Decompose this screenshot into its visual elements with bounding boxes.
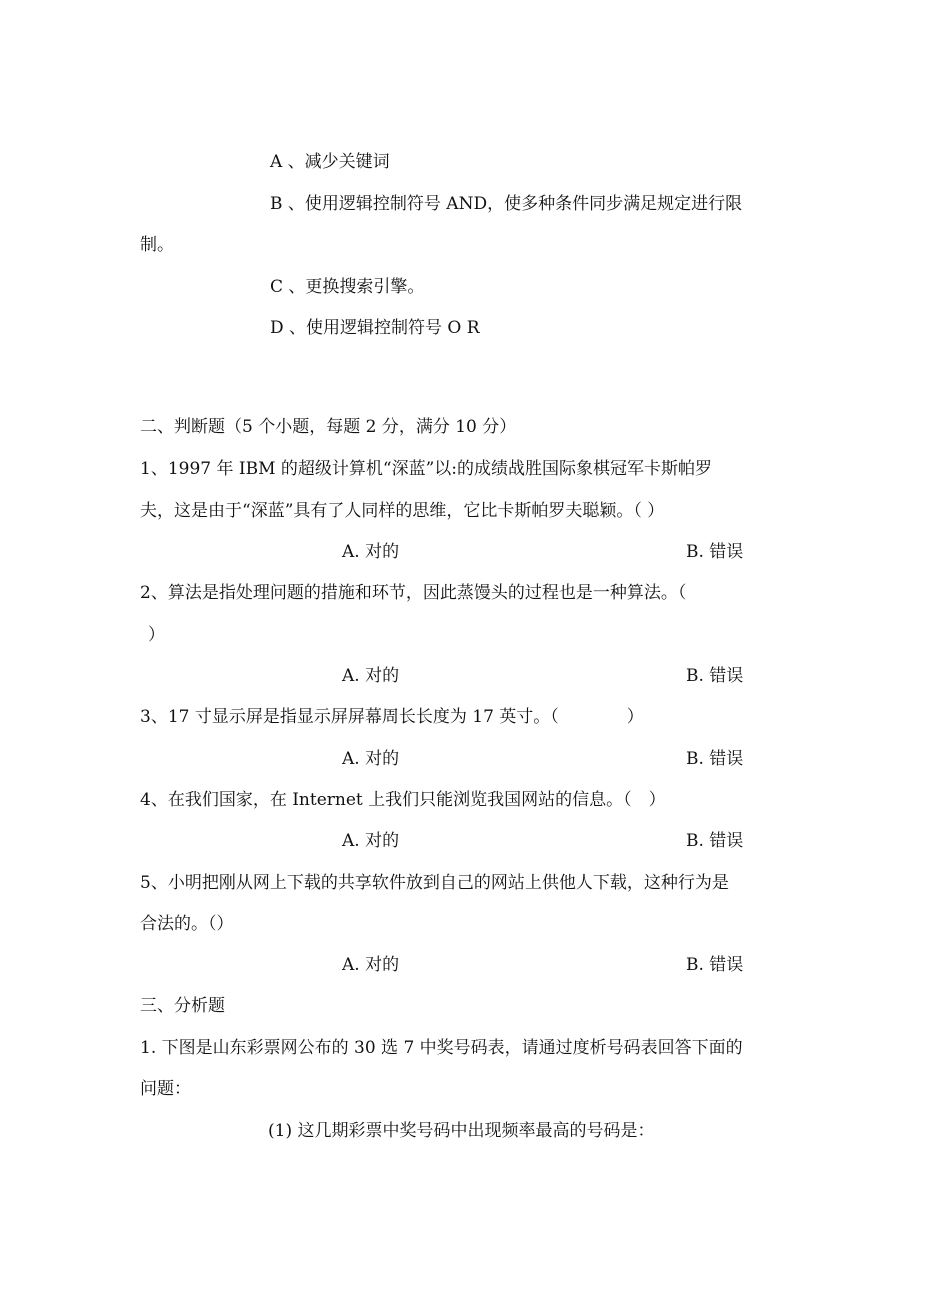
q1-line1: 1、1997 年 IBM 的超级计算机“深蓝”以:的成绩战胜国际象棋冠军卡斯帕罗 [140, 459, 713, 479]
q2-answer-a: A. 对的 [342, 666, 400, 686]
section2-heading: 二、判断题（5 个小题，每题 2 分，满分 10 分） [140, 417, 517, 437]
q1-line2: 夫，这是由于“深蓝”具有了人同样的思维，它比卡斯帕罗夫聪颖。（ ） [140, 501, 665, 521]
analysis-sub1: (1) 这几期彩票中奖号码中出现频率最高的号码是： [268, 1121, 655, 1141]
q3-answer-b: B. 错误 [686, 749, 744, 769]
section3-heading: 三、分析题 [140, 996, 225, 1016]
q4: 4、在我们国家，在 Internet 上我们只能浏览我国网站的信息。（ ） [140, 790, 666, 810]
q1-answer-a: A. 对的 [342, 542, 400, 562]
q3-answer-a: A. 对的 [342, 749, 400, 769]
q4-answer-b: B. 错误 [686, 831, 744, 851]
q2-line1: 2、算法是指处理问题的措施和环节，因此蒸馒头的过程也是一种算法。（ [140, 583, 687, 603]
option-b: B 、使用逻辑控制符号 AND，使多种条件同步满足规定进行限 [270, 194, 743, 214]
q2-line2: ） [148, 625, 165, 645]
q2-answer-b: B. 错误 [686, 666, 744, 686]
option-c: C 、更换搜索引擎。 [270, 277, 425, 297]
option-a: A 、减少关键词 [270, 152, 390, 172]
analysis-q1-line2: 问题： [140, 1079, 191, 1099]
q5-line2: 合法的。（） [140, 914, 234, 934]
q5-line1: 5、小明把刚从网上下载的共享软件放到自己的网站上供他人下载，这种行为是 [140, 873, 729, 893]
option-b-continuation: 制。 [140, 235, 174, 255]
option-d: D 、使用逻辑控制符号 O R [270, 318, 480, 338]
q5-answer-a: A. 对的 [342, 955, 400, 975]
q1-answer-b: B. 错误 [686, 542, 744, 562]
q3: 3、17 寸显示屏是指显示屏屏幕周长长度为 17 英寸。（ ） [140, 707, 644, 727]
q4-answer-a: A. 对的 [342, 831, 400, 851]
analysis-q1-line1: 1. 下图是山东彩票网公布的 30 选 7 中奖号码表，请通过度析号码表回答下面的 [140, 1038, 743, 1058]
q5-answer-b: B. 错误 [686, 955, 744, 975]
